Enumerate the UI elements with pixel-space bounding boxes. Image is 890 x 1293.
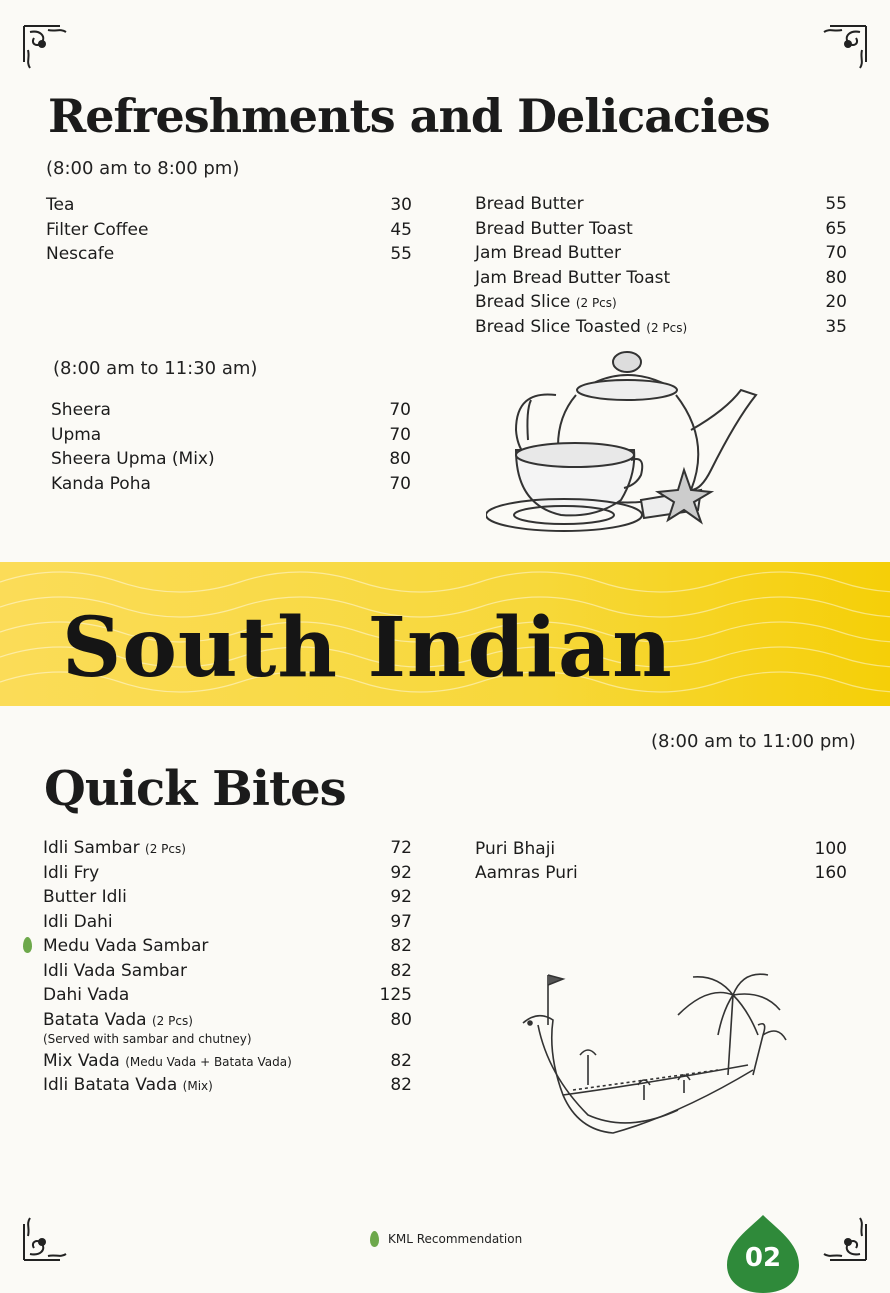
- item-price: 82: [390, 936, 412, 956]
- menu-item: [475, 290, 847, 315]
- item-name: Idli Batata Vada: [43, 1075, 178, 1095]
- item-price: 70: [389, 425, 411, 445]
- legend-text: KML Recommendation: [388, 1232, 523, 1246]
- item-name: Bread Butter: [475, 194, 584, 214]
- recommendation-leaf-icon: [23, 937, 32, 953]
- item-name: Bread Butter Toast: [475, 219, 633, 239]
- item-price: 125: [379, 985, 412, 1005]
- menu-item: [46, 193, 412, 217]
- item-name: Medu Vada Sambar: [43, 936, 209, 956]
- item-price: 97: [390, 912, 412, 932]
- item-name: Mix Vada: [43, 1051, 120, 1071]
- item-price: 70: [389, 474, 411, 494]
- item-note: (Mix): [182, 1079, 213, 1093]
- legend-leaf-icon: [370, 1231, 379, 1247]
- item-name: Sheera Upma (Mix): [51, 449, 215, 469]
- hours-breakfast: (8:00 am to 11:30 am): [53, 358, 258, 379]
- item-name: Bread Slice: [475, 292, 571, 312]
- menu-item: [51, 447, 411, 471]
- item-price: 45: [390, 220, 412, 240]
- item-price: 80: [389, 449, 411, 469]
- menu-item: [43, 836, 412, 861]
- item-name: Dahi Vada: [43, 985, 130, 1005]
- snake-boat-illustration: [518, 965, 788, 1150]
- hours-quick-bites: (8:00 am to 11:00 pm): [651, 731, 856, 752]
- menu-item: [43, 1008, 412, 1033]
- menu-item: [475, 241, 847, 265]
- menu-item: [475, 192, 847, 216]
- menu-item: [43, 861, 412, 885]
- item-price: 100: [814, 839, 847, 859]
- menu-item: [51, 423, 411, 447]
- menu-item: [475, 217, 847, 241]
- section-banner: [0, 562, 890, 706]
- section-title-quick-bites: Quick Bites: [44, 761, 346, 817]
- item-price: 80: [390, 1010, 412, 1030]
- menu-item: [43, 910, 412, 934]
- item-name: Idli Dahi: [43, 912, 113, 932]
- corner-ornament-bottom-left: [20, 1208, 76, 1264]
- menu-item: [475, 315, 847, 340]
- item-name: Kanda Poha: [51, 474, 151, 494]
- menu-item: [46, 218, 412, 242]
- menu-item: [51, 398, 411, 422]
- corner-ornament-top-left: [20, 22, 76, 78]
- teapot-illustration: [486, 350, 766, 540]
- corner-ornament-top-right: [814, 22, 870, 78]
- item-name: Puri Bhaji: [475, 839, 556, 859]
- item-note: (2 Pcs): [152, 1014, 193, 1028]
- item-name: Sheera: [51, 400, 111, 420]
- item-note: (2 Pcs): [145, 842, 186, 856]
- item-price: 70: [389, 400, 411, 420]
- item-name: Aamras Puri: [475, 863, 578, 883]
- menu-item: [43, 959, 412, 983]
- item-price: 82: [390, 1075, 412, 1095]
- item-price: 20: [825, 292, 847, 312]
- item-name: Nescafe: [46, 244, 115, 264]
- corner-ornament-bottom-right: [814, 1208, 870, 1264]
- menu-item: [43, 1049, 412, 1074]
- item-name: Bread Slice Toasted: [475, 317, 641, 337]
- item-name: Idli Fry: [43, 863, 100, 883]
- menu-item: [51, 472, 411, 496]
- item-price: 160: [814, 863, 847, 883]
- menu-item: [43, 1073, 412, 1098]
- menu-item: [43, 983, 412, 1007]
- item-price: 92: [390, 887, 412, 907]
- item-price: 55: [390, 244, 412, 264]
- menu-item: [43, 885, 412, 909]
- item-note: (2 Pcs): [646, 321, 688, 335]
- page-number: 02: [744, 1243, 782, 1273]
- menu-item: [475, 837, 847, 861]
- item-name: Jam Bread Butter: [475, 243, 621, 263]
- item-price: 65: [825, 219, 847, 239]
- item-price: 92: [390, 863, 412, 883]
- item-note: (Medu Vada + Batata Vada): [125, 1055, 292, 1069]
- item-subnote: (Served with sambar and chutney): [43, 1032, 252, 1046]
- menu-item: [475, 861, 847, 885]
- item-name: Butter Idli: [43, 887, 127, 907]
- item-price: 35: [825, 317, 847, 337]
- item-price: 80: [825, 268, 847, 288]
- menu-item: [46, 242, 412, 266]
- item-name: Idli Sambar: [43, 838, 140, 858]
- menu-item: [475, 266, 847, 290]
- item-price: 82: [390, 1051, 412, 1071]
- item-name: Filter Coffee: [46, 220, 149, 240]
- item-name: Batata Vada: [43, 1010, 147, 1030]
- item-price: 82: [390, 961, 412, 981]
- section-title-refreshments: Refreshments and Delicacies: [48, 89, 770, 143]
- item-price: 55: [825, 194, 847, 214]
- item-price: 70: [825, 243, 847, 263]
- item-name: Idli Vada Sambar: [43, 961, 187, 981]
- item-name: Tea: [46, 195, 75, 215]
- menu-item-recommended: [43, 934, 412, 958]
- item-name: Jam Bread Butter Toast: [475, 268, 671, 288]
- item-price: 30: [390, 195, 412, 215]
- hours-refreshments: (8:00 am to 8:00 pm): [46, 158, 240, 179]
- banner-title: South Indian: [62, 600, 673, 696]
- item-price: 72: [390, 838, 412, 858]
- item-name: Upma: [51, 425, 102, 445]
- item-note: (2 Pcs): [575, 296, 617, 310]
